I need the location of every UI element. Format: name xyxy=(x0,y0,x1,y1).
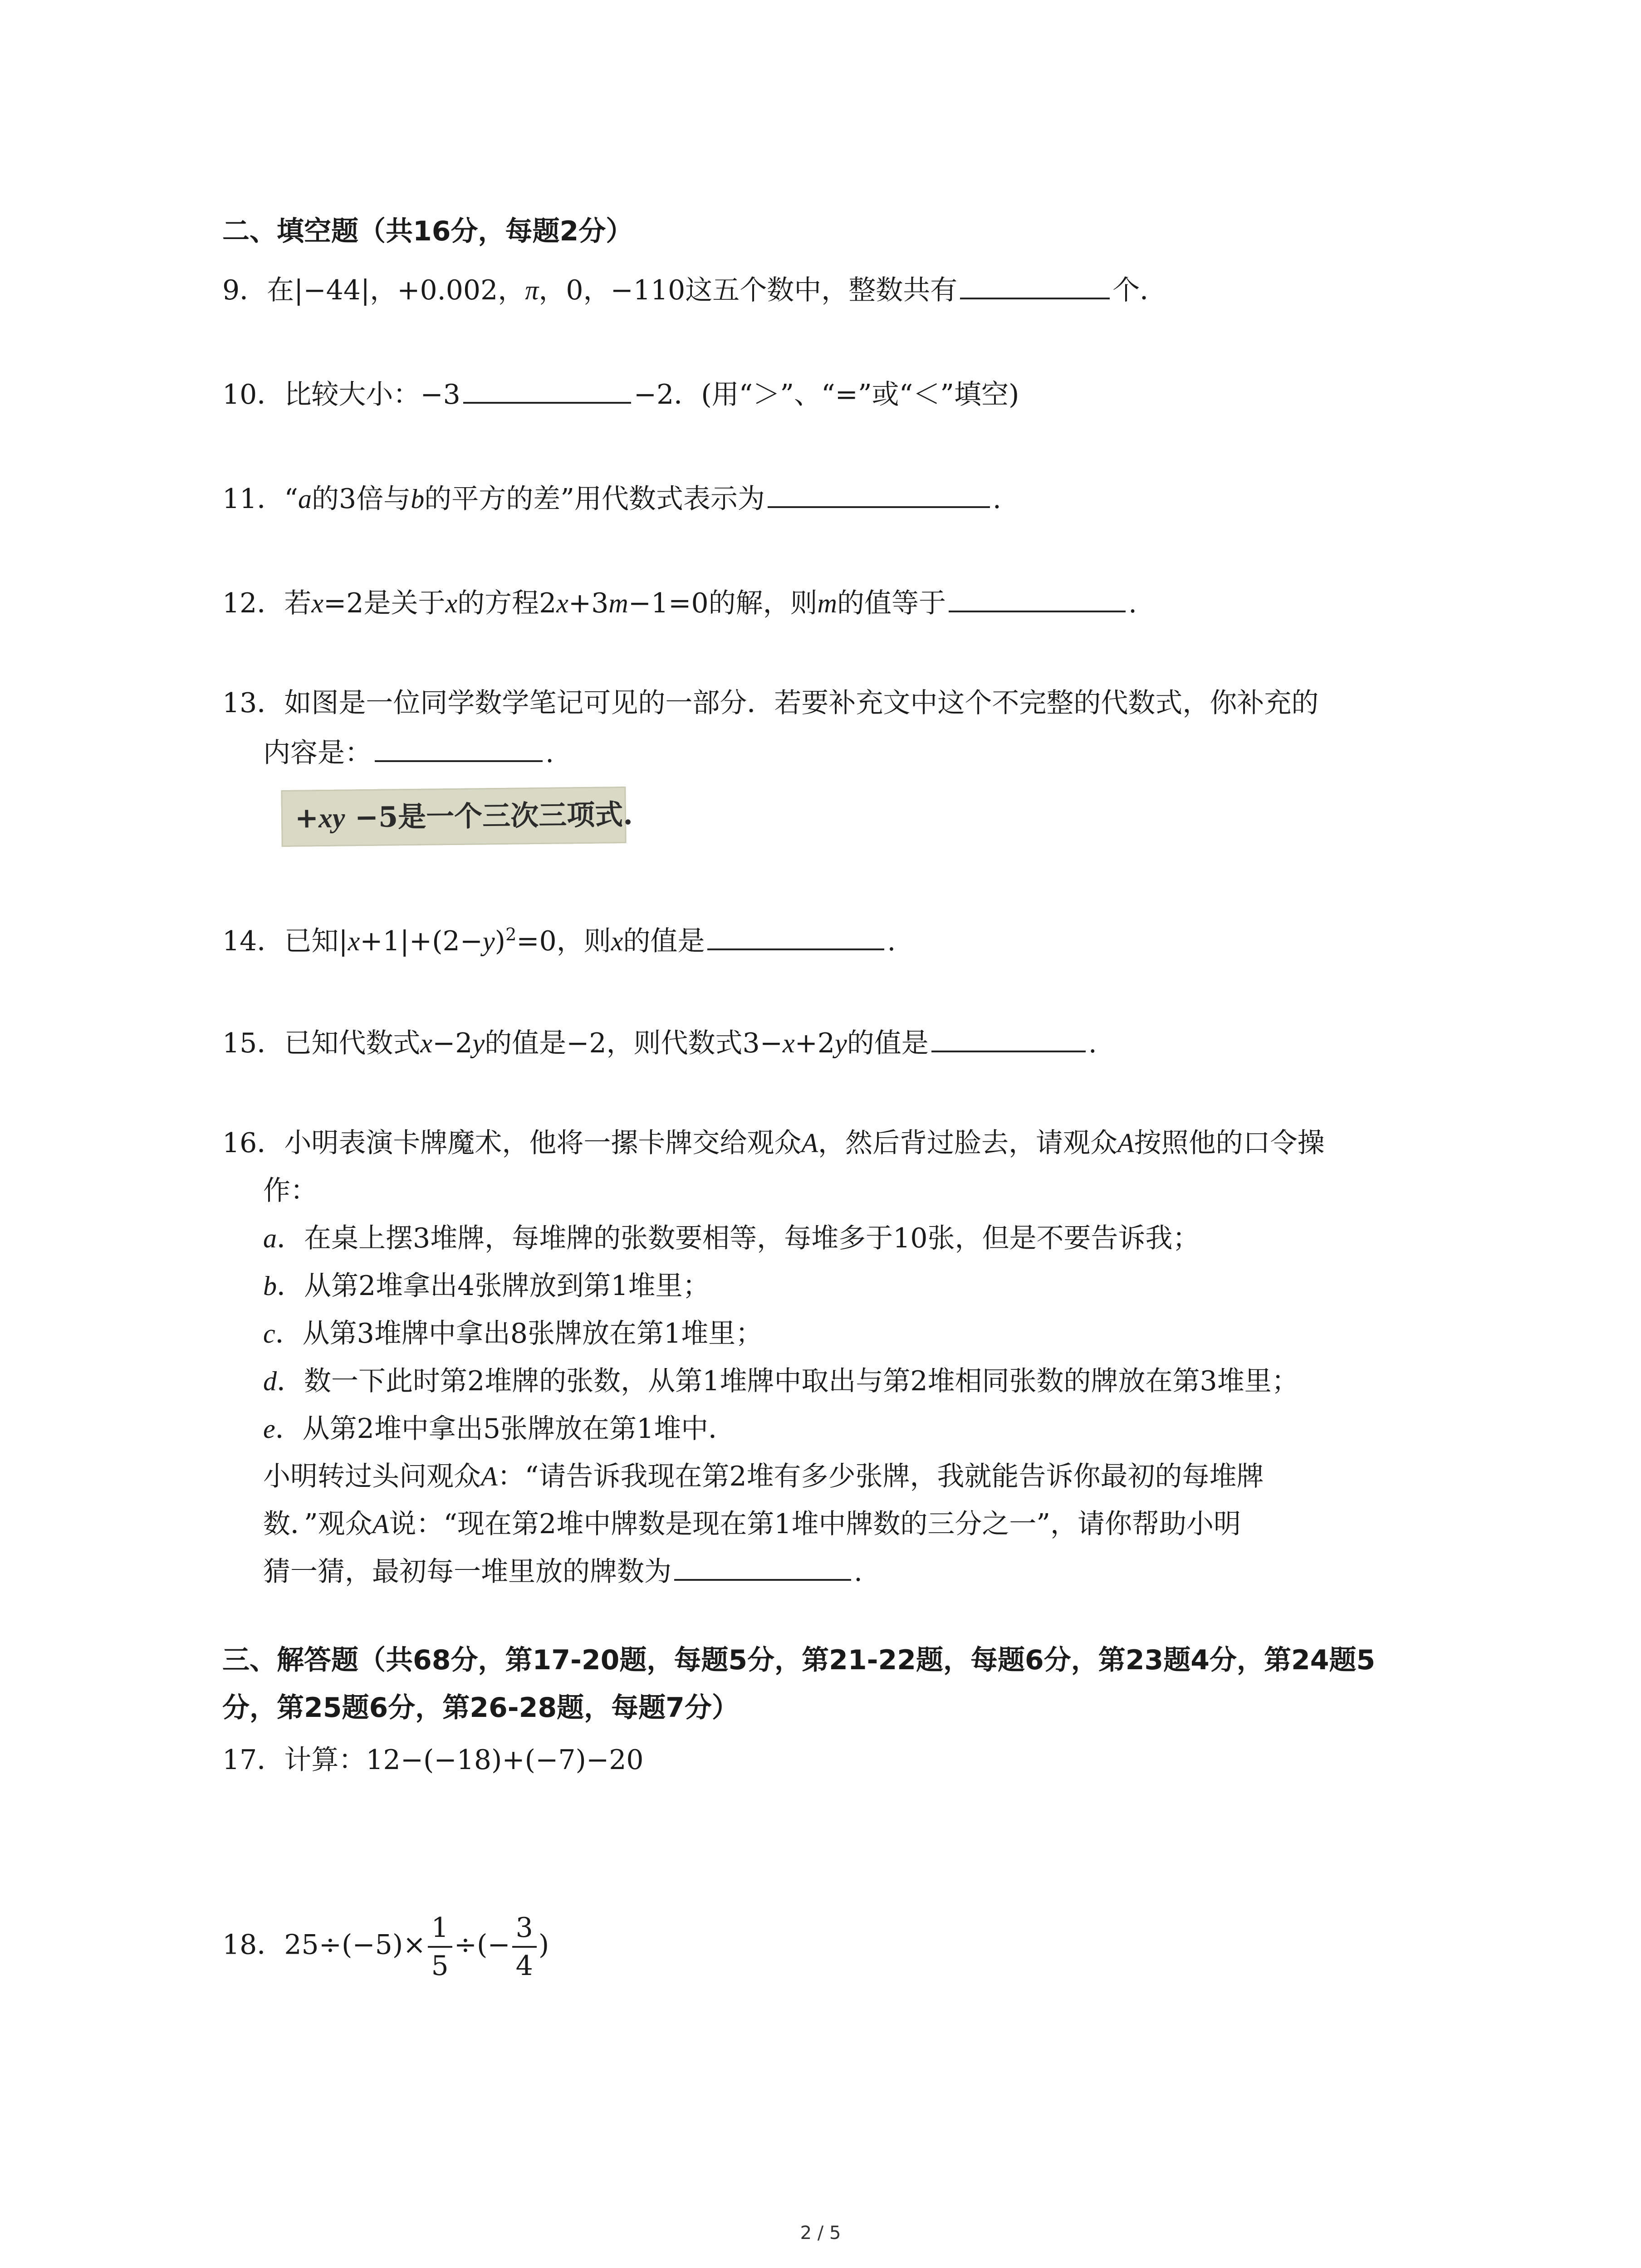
var-x: x xyxy=(311,588,323,618)
q16-answer-blank[interactable] xyxy=(674,1554,851,1581)
q11-text: 11．“ xyxy=(222,483,299,515)
q16-paragraph-line-3 xyxy=(263,1554,862,1590)
q11-answer-blank[interactable] xyxy=(768,481,990,508)
var-x: x xyxy=(445,588,458,618)
question-11 xyxy=(222,481,1001,517)
q12-text-5: −1=0的解，则 xyxy=(628,587,818,619)
q12-text-6: 的值等于 xyxy=(837,587,946,619)
q18-text: 18．25÷(−5)× xyxy=(222,1929,426,1961)
question-17: 17．计算：12−(−18)+(−7)−20 xyxy=(222,1744,644,1776)
fraction-numerator: 3 xyxy=(512,1910,537,1948)
section-2-heading: 二、填空题（共16分，每题2分） xyxy=(222,215,633,247)
q11-text-3: 的平方的差”用代数式表示为 xyxy=(424,483,765,515)
q13-text-2: . xyxy=(545,737,554,769)
q14-answer-blank[interactable] xyxy=(707,923,884,950)
question-9 xyxy=(222,272,1167,308)
notebook-snippet-image xyxy=(281,787,633,847)
q16-step-d xyxy=(263,1363,1299,1399)
q16-text-3: 按照他的口令操 xyxy=(1134,1127,1325,1159)
q16-step-b xyxy=(263,1268,710,1304)
q9-text-3: 个． xyxy=(1112,274,1167,306)
step-a-text: ．在桌上摆3堆牌，每堆牌的张数要相等，每堆多于10张，但是不要告诉我； xyxy=(277,1222,1200,1254)
q16-p3-text-2: . xyxy=(854,1556,863,1588)
step-c-text: ．从第3堆牌中拿出8张牌放在第1堆里； xyxy=(275,1318,763,1349)
var-y: y xyxy=(472,1028,485,1058)
step-label-b: b xyxy=(263,1271,277,1301)
fraction-numerator: 1 xyxy=(428,1910,452,1948)
exponent: 2 xyxy=(505,924,517,944)
question-14 xyxy=(222,923,896,959)
q16-step-a xyxy=(263,1220,1200,1256)
var-y: y xyxy=(483,926,495,956)
q14-text-6: . xyxy=(887,925,896,957)
section-3-heading-line-1: 三、解答题（共68分，第17-20题，每题5分，第21-22题，每题6分，第23题4分，第24题5 xyxy=(222,1644,1376,1676)
step-label-a: a xyxy=(263,1223,277,1253)
var-A: A xyxy=(481,1461,498,1491)
q12-answer-blank[interactable] xyxy=(949,585,1126,612)
step-e-text: ．从第2堆中拿出5张牌放在第1堆中． xyxy=(275,1413,736,1445)
q14-text-5: 的值是 xyxy=(623,925,705,957)
q12-text-3: 的方程2 xyxy=(457,587,557,619)
q14-text-2: +1|+(2− xyxy=(360,925,483,957)
var-x: x xyxy=(783,1028,795,1058)
step-label-c: c xyxy=(263,1319,275,1349)
note-rest: −5是一个三次三项式. xyxy=(345,797,633,834)
fraction-denominator: 4 xyxy=(515,1950,533,1982)
q16-p2-text: 数．”观众 xyxy=(263,1508,372,1540)
question-15 xyxy=(222,1025,1097,1061)
q16-paragraph-line-1 xyxy=(263,1458,1264,1495)
q15-text-2: −2 xyxy=(432,1027,473,1059)
question-10 xyxy=(222,376,1019,413)
q15-text-6: . xyxy=(1088,1027,1097,1059)
var-A: A xyxy=(1117,1128,1134,1158)
q16-p1-text-2: ：“请告诉我现在第2堆有多少张牌，我就能告诉你最初的每堆牌 xyxy=(497,1461,1264,1492)
step-d-text: ．数一下此时第2堆牌的张数，从第1堆牌中取出与第2堆相同张数的牌放在第3堆里； xyxy=(277,1365,1299,1397)
q15-answer-blank[interactable] xyxy=(931,1025,1086,1052)
question-13-line-1: 13．如图是一位同学数学笔记可见的一部分．若要补充文中这个不完整的代数式，你补充的 xyxy=(222,687,1319,719)
step-label-e: e xyxy=(263,1414,275,1444)
q16-paragraph-line-2 xyxy=(263,1506,1241,1542)
question-13-line-2 xyxy=(263,735,554,771)
q16-step-c xyxy=(263,1315,763,1352)
fraction-one-fifth xyxy=(428,1910,452,1984)
q15-text-3: 的值是−2，则代数式3− xyxy=(485,1027,783,1059)
q13-answer-blank[interactable] xyxy=(375,735,543,762)
var-m: m xyxy=(817,588,837,618)
q16-p3-text: 猜一猜，最初每一堆里放的牌数为 xyxy=(263,1556,671,1588)
q18-text-2: ÷(− xyxy=(454,1929,510,1961)
var-x: x xyxy=(348,926,360,956)
q16-p2-text-2: 说：“现在第2堆中牌数是现在第1堆中牌数的三分之一”，请你帮助小明 xyxy=(389,1508,1241,1540)
q16-text-2: ，然后背过脸去，请观众 xyxy=(818,1127,1118,1159)
var-m: m xyxy=(608,588,628,618)
q18-text-3: ) xyxy=(538,1929,549,1961)
var-y: y xyxy=(835,1028,847,1058)
question-18 xyxy=(222,1910,549,1984)
pi-symbol: π xyxy=(525,275,539,305)
q16-p1-text: 小明转过头问观众 xyxy=(263,1461,481,1492)
fraction-three-quarters xyxy=(512,1910,537,1984)
question-16-line-1 xyxy=(222,1125,1325,1161)
section-3-heading-line-2: 分，第25题6分，第26-28题，每题7分） xyxy=(222,1692,739,1724)
q15-text: 15．已知代数式 xyxy=(222,1027,421,1059)
var-A: A xyxy=(801,1128,818,1158)
q11-text-2: 的3倍与 xyxy=(312,483,411,515)
q12-text-7: . xyxy=(1128,587,1137,619)
q9-text-2: ，0，−110这五个数中，整数共有 xyxy=(539,274,958,306)
var-x: x xyxy=(556,588,568,618)
q10-text: 10．比较大小：−3 xyxy=(222,379,460,411)
var-xy: xy xyxy=(318,802,345,834)
notebook-snippet-text xyxy=(295,797,633,837)
q10-text-2: −2．(用“＞”、“=”或“＜”填空) xyxy=(633,379,1019,411)
q14-text-3: ) xyxy=(495,925,506,957)
q14-text-4: =0，则 xyxy=(516,925,611,957)
note-plus: + xyxy=(294,801,319,835)
q10-answer-blank[interactable] xyxy=(463,376,631,404)
fraction-denominator: 5 xyxy=(431,1950,449,1982)
step-label-d: d xyxy=(263,1366,277,1396)
var-x: x xyxy=(611,926,623,956)
question-12 xyxy=(222,585,1137,621)
q13-text: 内容是： xyxy=(263,737,372,769)
q15-text-4: +2 xyxy=(794,1027,835,1059)
q9-text: 9．在|−44|，+0.002， xyxy=(222,274,525,306)
var-a: a xyxy=(298,484,312,514)
q9-answer-blank[interactable] xyxy=(960,272,1110,299)
q16-step-e xyxy=(263,1411,735,1447)
var-x: x xyxy=(420,1028,432,1058)
q15-text-5: 的值是 xyxy=(847,1027,929,1059)
q12-text: 12．若 xyxy=(222,587,312,619)
step-b-text: ．从第2堆拿出4张牌放到第1堆里； xyxy=(277,1270,710,1302)
q14-text: 14．已知| xyxy=(222,925,348,957)
var-b: b xyxy=(411,484,425,514)
q12-text-4: +3 xyxy=(568,587,609,619)
var-A: A xyxy=(372,1509,389,1539)
q16-text: 16．小明表演卡牌魔术，他将一摞卡牌交给观众 xyxy=(222,1127,802,1159)
q11-text-4: . xyxy=(992,483,1001,515)
question-16-line-2: 作： xyxy=(263,1175,318,1207)
q12-text-2: =2是关于 xyxy=(323,587,446,619)
page-number: 2 / 5 xyxy=(800,2223,841,2244)
